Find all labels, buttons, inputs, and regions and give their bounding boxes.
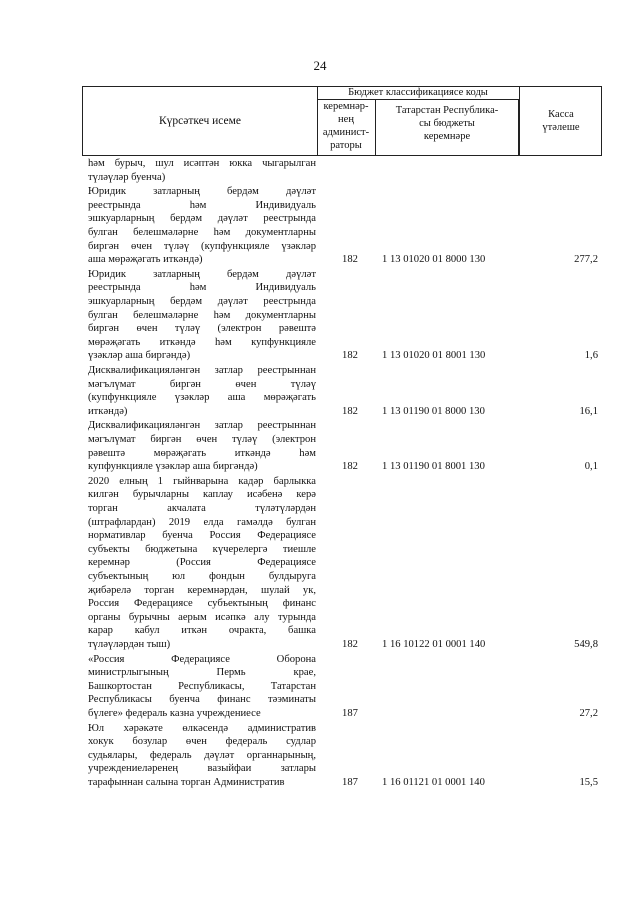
description-line: үзәкләр аша биргәндә) [88, 350, 191, 362]
row-admin-code: 182 [342, 638, 358, 650]
row-cash-amount: 549,8 [574, 638, 598, 650]
table-row [88, 268, 598, 363]
description-line: министрлыгының Пермь крае, [88, 667, 316, 679]
description-line: рәвештә мөрәҗәгать иткәндә һәм [88, 447, 316, 459]
description-line: җибәрелә торган керемнәрдән, шулай ук, [88, 584, 316, 596]
description-line: биргән өчен түләү (купфункцияле үзәкләр [88, 240, 316, 252]
page-number: 24 [313, 58, 327, 73]
description-line: субъектының юл фондын булдыруга [88, 570, 316, 582]
description-line: Дисквалификацияләнгән затлар реестрыннан [88, 420, 316, 432]
description-line: Россия Федерациясе субъектының финанс [88, 598, 316, 610]
row-budget-code: 1 13 01020 01 8001 130 [382, 350, 486, 362]
description-line: керемнәр (Россия Федерациясе [88, 557, 316, 569]
description-line: Юридик затларның бердәм дәүләт [88, 186, 316, 198]
row-description [88, 364, 316, 418]
row-description [88, 185, 316, 267]
description-line: иткәндә) [88, 405, 128, 417]
header-budget-revenue [376, 100, 519, 155]
description-line: эшкуарларның бердәм дәүләт реестрында [88, 295, 316, 307]
row-budget-code: 1 13 01190 01 8000 130 [382, 405, 485, 417]
description-line: купфункцияле үзәкләр аша биргәндә) [88, 461, 258, 473]
header-revenue-line: Татарстан Республика- [395, 105, 499, 116]
row-admin-code: 182 [342, 461, 358, 473]
header-revenue-line: сы бюджеты [419, 118, 475, 129]
description-line: аша мөрәҗәгать иткәндә) [88, 254, 203, 266]
description-line: мәгълүмат биргән өчен түләү (электрон [88, 433, 316, 445]
header-admin-line: нең [338, 114, 354, 125]
table-row [88, 475, 598, 652]
row-admin-code: 182 [342, 254, 358, 266]
description-line: Башкортостан Республикасы, Татарстан [88, 680, 316, 692]
row-cash-amount: 1,6 [584, 350, 598, 362]
table-header [82, 86, 602, 156]
row-cash-amount: 277,2 [574, 254, 598, 266]
description-line: Юл хәрәкәте өлкәсендә административ [88, 722, 316, 734]
header-admin-line: керемнәр- [323, 101, 369, 112]
description-line: эшкуарларның бердәм дәүләт реестрында [88, 213, 316, 225]
row-budget-code: 1 16 10122 01 0001 140 [382, 638, 486, 650]
description-line: Юридик затларның бердәм дәүләт [88, 268, 316, 280]
header-cash-line: үтәлеше [542, 122, 580, 133]
row-budget-code: 1 16 01121 01 0001 140 [382, 776, 485, 788]
row-cash-amount: 27,2 [579, 707, 598, 719]
header-admin-line: админист- [322, 127, 370, 138]
description-line: торган акчалата түләтүләрдән [88, 502, 316, 514]
description-line: түләүләрдән тыш) [88, 638, 171, 650]
description-line: булган белешмәләрне һәм документларны [88, 226, 316, 238]
row-cash-amount: 0,1 [584, 461, 598, 473]
description-line: судьялары, федераль дәүләт органнарының, [88, 749, 316, 761]
description-line: мәгълүмат биргән өчен түләү [88, 378, 316, 390]
table-row [88, 419, 598, 473]
description-line: нормативлар буенча Россия Федерациясе [88, 530, 316, 542]
description-line: хокук бозулар өчен федераль судлар [88, 736, 316, 748]
row-budget-code: 1 13 01190 01 8001 130 [382, 461, 485, 473]
description-line: (штрафлардан) 2019 елда гамәлдә булган [88, 516, 316, 528]
header-indicator-name: Күрсәткеч исеме [83, 87, 318, 155]
description-line: «Россия Федерациясе Оборона [88, 653, 316, 665]
description-line: (купфункцияле үзәкләр аша мөрәҗәгать [88, 392, 316, 404]
header-admin-line: раторы [330, 140, 362, 151]
description-line: килгән бурычларны каплау исәбенә керә [88, 489, 316, 501]
table-row [88, 653, 598, 721]
description-line: карар кабул иткән очракта, башка [88, 625, 316, 637]
table-row [88, 364, 598, 418]
header-budget-classification: Бюджет классификациясе коды [317, 87, 519, 100]
row-admin-code: 182 [342, 350, 358, 362]
description-line: һәм бурыч, шул исәптән юкка чыгарылган [88, 158, 316, 169]
description-line: органы бурычны аерым исәпкә алу турында [88, 611, 316, 623]
row-description [88, 653, 316, 721]
row-admin-code: 187 [342, 707, 358, 719]
row-admin-code: 182 [342, 405, 358, 417]
description-line: реестрында һәм Индивидуаль [88, 199, 316, 211]
row-budget-code: 1 13 01020 01 8000 130 [382, 254, 486, 266]
description-line: түләүләр буенча) [88, 171, 166, 183]
row-description [88, 268, 316, 363]
description-line: 2020 елның 1 гыйнварына кадәр барлыкка [88, 475, 316, 487]
row-description [88, 157, 316, 184]
row-description [88, 722, 316, 790]
table-row [88, 722, 598, 790]
row-admin-code: 187 [342, 776, 358, 788]
table-row [88, 157, 598, 184]
header-revenue-line: керемнәре [423, 131, 471, 142]
description-line: Республикасы буенча финанс тәэминаты [88, 694, 316, 706]
table-row [88, 185, 598, 267]
row-description [88, 475, 316, 652]
description-line: реестрында һәм Индивидуаль [88, 282, 316, 294]
description-line: Дисквалификацияләнгән затлар реестрыннан [88, 365, 316, 376]
description-line: учреждениеләренең вазыйфаи затлары [88, 763, 316, 775]
description-line: субъекты бюджетына күчерелергә тиешле [88, 543, 316, 555]
header-revenue-administrator [317, 100, 376, 155]
description-line: бүлеге» федераль казна учреждениесе [88, 707, 261, 719]
description-line: мөрәҗәгать иткәндә һәм купфункцияле [88, 336, 316, 348]
header-cash-line: Касса [548, 109, 574, 120]
row-description [88, 419, 316, 473]
description-line: биргән өчен түләү (электрон рәвештә [88, 323, 316, 335]
description-line: булган белешмәләрне һәм документларны [88, 309, 316, 321]
row-cash-amount: 15,5 [579, 776, 598, 788]
description-line: тарафыннан салына торган Административ [88, 776, 285, 788]
row-cash-amount: 16,1 [579, 405, 598, 417]
header-cash-execution [520, 87, 602, 155]
